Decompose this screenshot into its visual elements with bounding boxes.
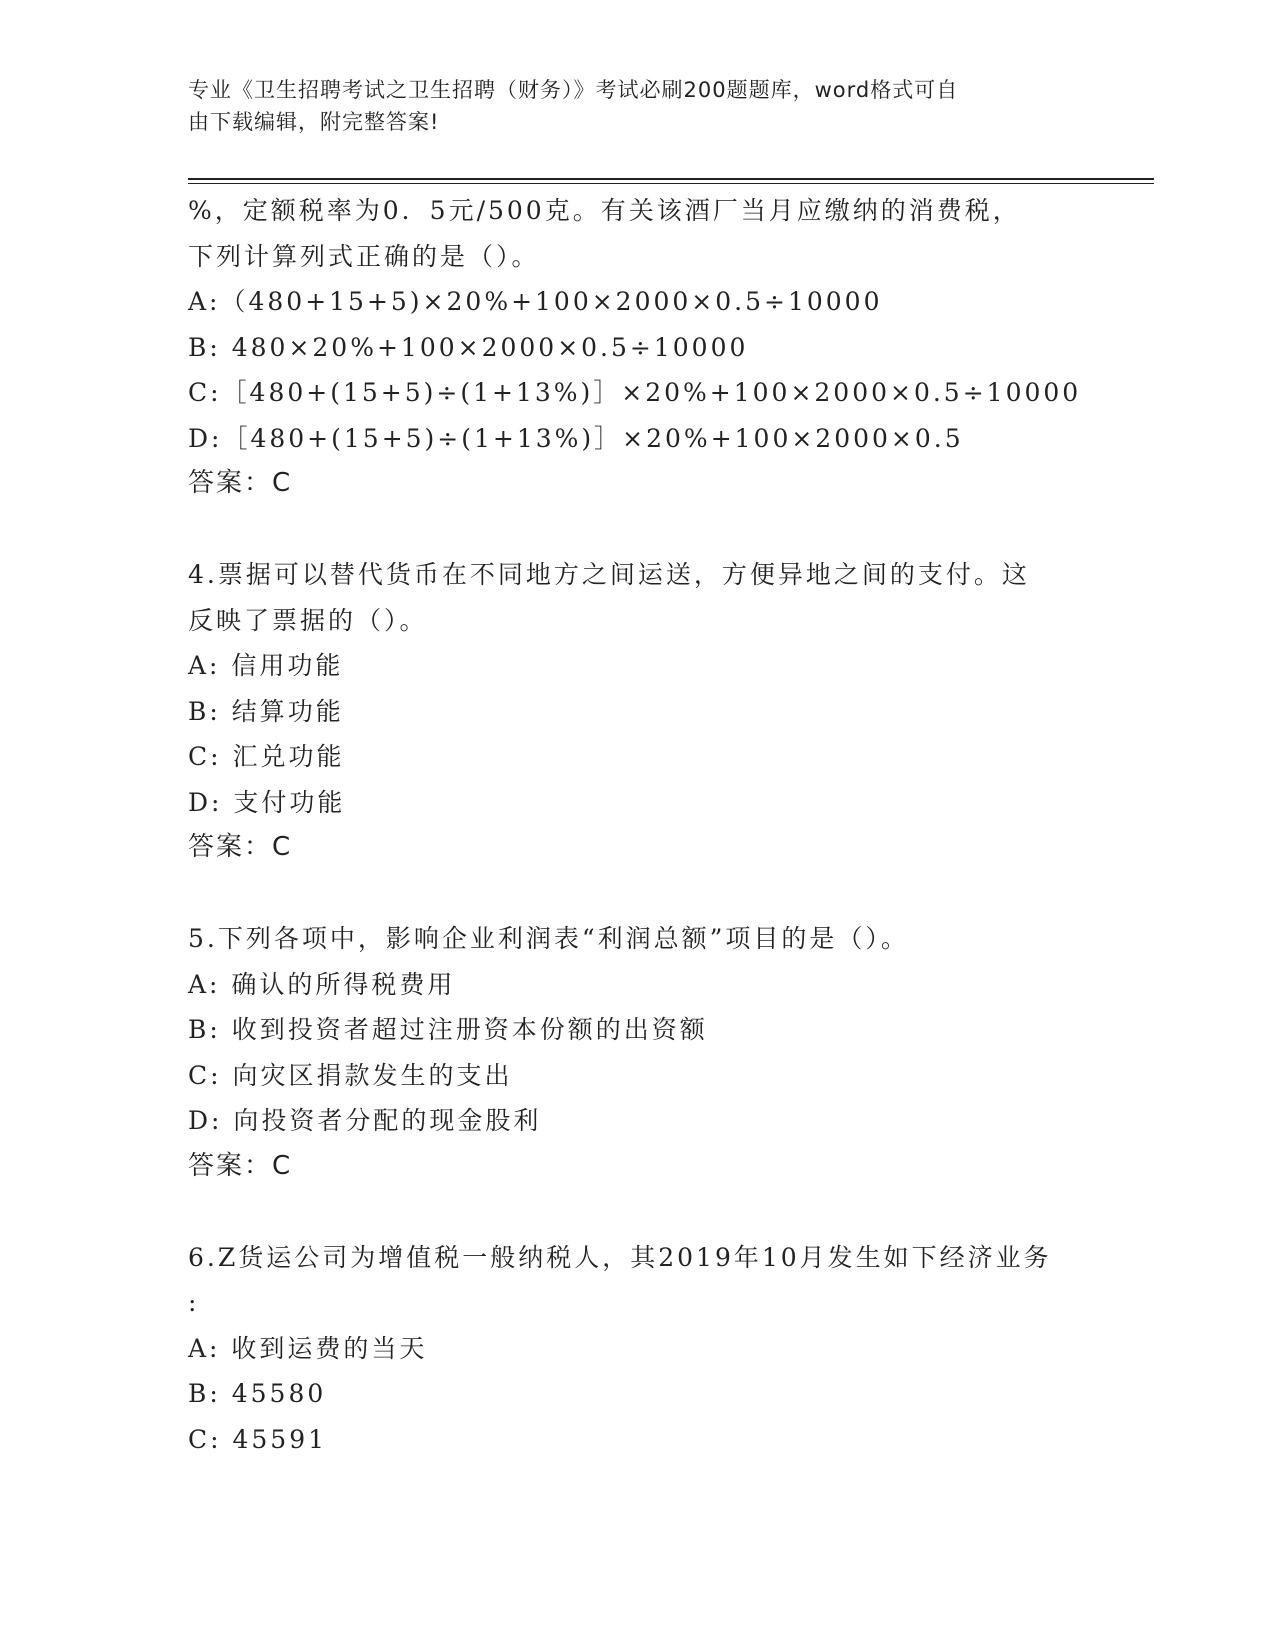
document-header (188, 74, 1068, 138)
header-rule-thin (188, 183, 1154, 184)
header-line-2: 由下载编辑，附完整答案! (188, 110, 440, 134)
question-4-option-b: B: 结算功能 (188, 696, 344, 726)
question-6-option-a: A: 收到运费的当天 (188, 1333, 428, 1363)
question-4-option-a: A: 信用功能 (188, 651, 344, 680)
question-6-stem-line-2: : (188, 1288, 200, 1317)
question-6-stem-line-1: 6.Z货运公司为增值税一般纳税人，其2019年10月发生如下经济业务 (188, 1242, 1052, 1272)
question-5-answer: 答案：C (188, 1150, 293, 1181)
question-4 (188, 552, 1088, 871)
question-4-answer: 答案：C (188, 832, 293, 862)
question-3-stem-line-2: 下列计算列式正确的是（）。 (188, 241, 540, 271)
question-4-stem-line-1: 4.票据可以替代货币在不同地方之间运送，方便异地之间的支付。这 (188, 560, 1030, 589)
question-5-option-b: B: 收到投资者超过注册资本份额的出资额 (188, 1015, 708, 1044)
question-3-option-b: B: 480×20%+100×2000×0.5÷10000 (188, 332, 749, 362)
question-3-option-a: A:（480+15+5)×20%+100×2000×0.5÷10000 (188, 287, 883, 316)
question-6-option-c: C: 45591 (188, 1424, 328, 1454)
question-3-stem-line-1: %，定额税率为0．5元/500克。有关该酒厂当月应缴纳的消费税， (188, 196, 1021, 225)
question-5-option-a: A: 确认的所得税费用 (188, 969, 456, 999)
document-body (188, 188, 1088, 1462)
header-rule-thick (188, 178, 1154, 180)
question-4-stem-line-2: 反映了票据的（）。 (188, 605, 428, 635)
question-3-answer: 答案：C (188, 468, 293, 498)
question-5-option-c: C: 向灾区捐款发生的支出 (188, 1060, 513, 1090)
question-3-option-c: C:［480+(15+5)÷(1+13%)］×20%+100×2000×0.5÷10000 (188, 378, 1082, 407)
question-3 (188, 188, 1088, 507)
question-4-option-d: D: 支付功能 (188, 787, 346, 817)
question-3-option-d: D:［480+(15+5)÷(1+13%)］×20%+100×2000×0.5 (188, 423, 964, 453)
question-6-option-b: B: 45580 (188, 1379, 327, 1408)
spacer (188, 871, 1088, 917)
question-6 (188, 1235, 1088, 1463)
header-line-1: 专业《卫生招聘考试之卫生招聘（财务）》考试必刷200题题库，word格式可自 (188, 78, 959, 102)
spacer (188, 507, 1088, 553)
question-5 (188, 916, 1088, 1189)
question-4-option-c: C: 汇兑功能 (188, 742, 345, 771)
spacer (188, 1189, 1088, 1235)
question-5-stem-line-1: 5.下列各项中，影响企业利润表“利润总额”项目的是（）。 (188, 924, 909, 953)
question-5-option-d: D: 向投资者分配的现金股利 (188, 1106, 542, 1135)
